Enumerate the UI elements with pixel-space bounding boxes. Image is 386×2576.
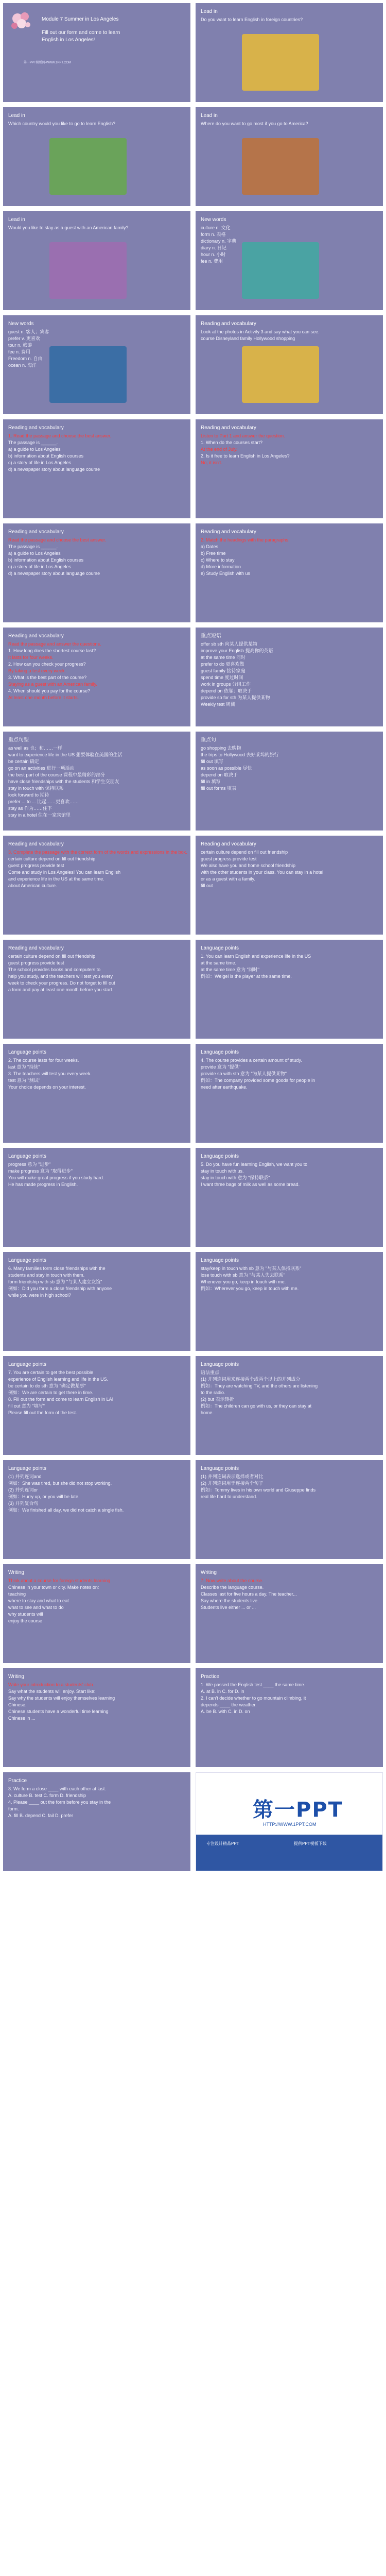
- slide-line: Say why the students will enjoy themselves learning: [8, 1696, 115, 1701]
- slide-photo: [242, 346, 319, 403]
- slide-line: hour n. 小时: [201, 252, 226, 257]
- slide-line: 4. Please ____ out the form before you stay in the: [8, 1800, 111, 1805]
- slide-photo: [49, 346, 127, 403]
- slide-line: Freedom n. 自由: [8, 356, 43, 361]
- slide-line: 例如：She was tired, but she did not stop working.: [8, 1481, 112, 1486]
- slide-title: Writing: [8, 1570, 24, 1575]
- slide-line: Your choice depends on your interest.: [8, 1084, 86, 1090]
- slide-line: Students live either ... or ...: [201, 1605, 256, 1610]
- slide-32[interactable]: [3, 1668, 190, 1767]
- logo-bar: [196, 1835, 382, 1871]
- slide-line: about American culture.: [8, 883, 57, 888]
- slide-line: Read the passage and choose the best answer.: [8, 537, 107, 543]
- slide-23[interactable]: [196, 1148, 383, 1247]
- slide-line: the best part of the course 课程中最精彩的部分: [8, 772, 106, 777]
- slide-title: Practice: [8, 1778, 27, 1784]
- slide-line: It lasts for four weeks.: [8, 655, 54, 660]
- slide-line: lose touch with sb 意为 "与某人失去联系": [201, 1273, 285, 1278]
- slide-photo: [242, 34, 319, 91]
- slide-line: form friendship with sb 意为 "与某人建立友谊": [8, 1279, 102, 1284]
- slide-11[interactable]: [196, 523, 383, 622]
- slide-line: as well as 也；和……一样: [8, 745, 63, 751]
- slide-title: Lead in: [8, 113, 25, 118]
- slide-line: He has made progress in English.: [8, 1182, 78, 1187]
- slide-line: to the radio.: [201, 1390, 225, 1395]
- slide-line: last 意为 "持续": [8, 1064, 40, 1070]
- slide-line: Chinese.: [8, 1702, 27, 1707]
- slide-line: 8. Fill out the form and come to learn English in LA!: [8, 1397, 114, 1402]
- slide-line: certain culture depend on fill out friendship: [8, 954, 96, 959]
- slide-title: 重点短语: [201, 633, 221, 639]
- slide-line: stay in touch with 意为 "保持联系": [201, 1175, 270, 1180]
- slide-line: (2) but 表示转折: [201, 1397, 234, 1402]
- slide-title: Reading and vocabulary: [8, 633, 64, 639]
- slide-line: (1) 并列连词and: [8, 1474, 42, 1479]
- slide-line: 例如：We are certain to get there in time.: [8, 1390, 93, 1395]
- slide-line: d) a newspaper story about language course: [8, 571, 100, 576]
- slide-title: Language points: [201, 1362, 239, 1367]
- slide-22[interactable]: [3, 1148, 190, 1247]
- slide-photo: [49, 242, 127, 299]
- slide-line: 2. How can you check your progress?: [8, 662, 86, 667]
- slide-line: At least one month before it starts.: [8, 695, 79, 700]
- slide-line: improve your English 提高你的英语: [201, 648, 273, 653]
- slide-line: A. at B. in C. for D. in: [201, 1689, 244, 1694]
- slide-line: fill out 意为 "填写": [8, 1403, 45, 1409]
- slide-line: Chinese students have a wonderful time learning: [8, 1709, 109, 1714]
- slide-line: A. culture B. test C. form D. friendship: [8, 1793, 86, 1798]
- slide-title: Lead in: [201, 113, 218, 118]
- slide-title: Reading and vocabulary: [201, 841, 256, 847]
- slide-line: 语法重点: [201, 1370, 220, 1375]
- slide-line: 例如：The children can go with us, or they can stay at: [201, 1403, 312, 1409]
- slide-18[interactable]: [3, 940, 190, 1039]
- slide-line: c) Where to stay: [201, 557, 235, 563]
- slide-title: Lead in: [201, 9, 218, 14]
- slide-photo: [242, 138, 319, 195]
- slide-line: Please fill out the form of the test.: [8, 1410, 77, 1415]
- slide-line: guest progress provide test: [8, 960, 64, 965]
- slide-line: 3. The teachers will test you every week.: [8, 1071, 92, 1076]
- slide-line: or as a guest with a family.: [201, 876, 255, 882]
- slide-line: need after earthquake.: [201, 1084, 248, 1090]
- slide-2[interactable]: [3, 107, 190, 206]
- slide-line: 7. Now write about the course.: [201, 1578, 264, 1583]
- slide-line: b) Free time: [201, 551, 226, 556]
- slide-6[interactable]: [3, 315, 190, 414]
- slide-line: guest n. 客人；宾客: [8, 329, 49, 334]
- slide-line: The school provides books and computers to: [8, 967, 101, 972]
- slide-line: make progress 意为 "取得进步": [8, 1168, 73, 1174]
- slide-24[interactable]: [3, 1252, 190, 1351]
- slide-line: fee n. 费用: [8, 349, 31, 354]
- slide-title: New words: [201, 217, 226, 223]
- slide-title: Reading and vocabulary: [8, 945, 64, 951]
- slide-line: offer sb sth 向某人提供某物: [201, 641, 257, 647]
- slide-line: a form and pay at least one month before you start.: [8, 987, 114, 992]
- slide-19[interactable]: [196, 940, 383, 1039]
- slide-line: d) a newspaper story about language course: [8, 467, 100, 472]
- slide-line: depend on 依靠；取决于: [201, 688, 252, 693]
- slide-line: Weekly test 周测: [201, 702, 235, 707]
- slide-line: fee n. 费用: [201, 259, 223, 264]
- slide-line: ocean n. 海洋: [8, 363, 37, 368]
- slide-25[interactable]: [196, 1252, 383, 1351]
- slide-title: Language points: [201, 945, 239, 951]
- slide-line: Say what the students will enjoy. Start like:: [8, 1689, 96, 1694]
- slide-20[interactable]: [3, 1044, 190, 1143]
- slide-line: You will make great progress if you study hard.: [8, 1175, 104, 1180]
- slide-title: Language points: [201, 1154, 239, 1159]
- slide-line: dictionary n. 字典: [201, 239, 237, 244]
- slide-line: 5. Do you have fun learning English, we want you to: [201, 1162, 308, 1167]
- slide-line: students and stay in touch with them.: [8, 1273, 85, 1278]
- slide-line: 1. Read the passage and choose the best answer.: [8, 433, 112, 438]
- slide-title: Reading and vocabulary: [8, 425, 64, 431]
- slide-line: where to stay and what to eat: [8, 1598, 69, 1603]
- slide-1[interactable]: [196, 3, 383, 102]
- slide-line: 例如：Weigel is the player at the same time.: [201, 974, 292, 979]
- slide-line: 1. You can learn English and experience life in the US: [201, 954, 311, 959]
- slide-line: while you were in high school?: [8, 1293, 72, 1298]
- slide-title: Writing: [201, 1570, 217, 1575]
- slide-7[interactable]: [196, 315, 383, 414]
- slide-line: go shopping 去购物: [201, 745, 241, 751]
- slide-line: The passage is ______.: [8, 544, 58, 549]
- slide-line: tour n. 旅游: [8, 343, 32, 348]
- slide-title: Reading and vocabulary: [201, 425, 256, 431]
- slide-line: stay in a hotel 住在一家宾馆里: [8, 812, 71, 818]
- slide-line: I want three bags of milk as well as some bread.: [201, 1182, 300, 1187]
- slide-line: at the same time.: [201, 960, 237, 965]
- slide-line: Chinese in your town or city. Make notes on:: [8, 1585, 99, 1590]
- slide-line: a) Dates: [201, 544, 219, 549]
- slide-line: Read the passage and answer the questions.: [8, 641, 101, 647]
- slide-title: 重点句: [201, 737, 216, 743]
- slide-line: a) a guide to Los Angeles: [8, 447, 61, 452]
- slide-13[interactable]: [196, 628, 383, 726]
- slide-line: 例如：Did you form a close friendship with anyone: [8, 1286, 112, 1291]
- slide-title: Language points: [8, 1258, 46, 1263]
- slide-line: Describe the language course.: [201, 1585, 264, 1590]
- slide-line: test 意为 "测试": [8, 1078, 40, 1083]
- slide-line: with the other students in your class. You can stay in a hotel: [201, 870, 324, 875]
- slide-line: 例如：Hurry up, or you will be late.: [8, 1494, 80, 1499]
- slide-line: 4. The course provides a certain amount of study.: [201, 1058, 302, 1063]
- slide-line: c) a story of life in Los Angeles: [8, 564, 72, 569]
- slide-line: Whenever you go, keep in touch with me.: [201, 1279, 286, 1284]
- slide-line: provide sb with sth 意为 "为某人提供某物": [201, 1071, 287, 1076]
- slide-12[interactable]: [3, 628, 190, 726]
- slide-line: Chinese in ...: [8, 1716, 36, 1721]
- slide-title: Writing: [8, 1674, 24, 1680]
- slide-9[interactable]: [196, 419, 383, 518]
- slide-photo: [242, 242, 319, 299]
- slide-line: go on an activities 进行一项活动: [8, 766, 75, 771]
- slide-33[interactable]: [196, 1668, 383, 1767]
- slide-line: course Disneyland family Hollywood shopping: [201, 336, 295, 341]
- slide-line: fill out: [201, 883, 213, 888]
- slide-line: diary n. 日记: [201, 245, 227, 250]
- slide-line: (2) 并列连词用于连接两个句子: [201, 1481, 264, 1486]
- slide-title: 重点句型: [8, 737, 29, 743]
- slide-line: 1. We passed the English test ____ the same time.: [201, 1682, 305, 1687]
- slide-line: teaching: [8, 1591, 26, 1597]
- slide-line: stay in touch with 保持联系: [8, 786, 64, 791]
- slide-line: provide sb for sth 为某人提供某物: [201, 695, 270, 700]
- slide-line: prefer ... to ... 比起……更喜欢……: [8, 799, 79, 804]
- slide-line: depends ____ the weather.: [201, 1702, 257, 1707]
- slide-30[interactable]: [3, 1564, 190, 1663]
- slide-line: 7. You are certain to get the best possible: [8, 1370, 94, 1375]
- slide-line: By taking a test every week.: [8, 668, 66, 673]
- slide-line: be certain 确定: [8, 759, 40, 764]
- slide-line: 例如：They are watching TV, and the others are listening: [201, 1383, 318, 1388]
- slide-line: as soon as possible 尽快: [201, 766, 252, 771]
- slide-line: depend on 取决于: [201, 772, 238, 777]
- slide-line: Write your introduction to a students' club.: [8, 1682, 95, 1687]
- slide-title: New words: [8, 321, 34, 327]
- slide-title: Reading and vocabulary: [201, 321, 256, 327]
- slide-title: Language points: [201, 1258, 239, 1263]
- slide-line: at the same time 同时: [201, 655, 246, 660]
- slide-line: Come and study in Los Angeles! You can learn English: [8, 870, 121, 875]
- logo-url[interactable]: HTTP://WWW.1PPT.COM: [263, 1822, 317, 1827]
- slide-line: work in groups 分组工作: [201, 682, 251, 687]
- slide-line: 2. The course lasts for four weeks.: [8, 1058, 79, 1063]
- slide-title: Reading and vocabulary: [8, 841, 64, 847]
- slide-line: help you study, and the teachers will test you every: [8, 974, 113, 979]
- slide-line: 例如：We finished all day, we did not catch a single fish.: [8, 1507, 124, 1513]
- slide-photo: [49, 138, 127, 195]
- slide-line: b) information about English courses: [8, 453, 84, 459]
- slide-line: form n. 表格: [201, 232, 226, 237]
- slide-line: stay in touch with us.: [201, 1168, 244, 1174]
- slide-line: The passage is ______.: [8, 440, 58, 445]
- slide-line: 2. Is it free to learn English in Los Angeles?: [201, 453, 290, 459]
- slide-line: fill in 填写: [201, 779, 221, 784]
- slide-3[interactable]: [196, 107, 383, 206]
- slide-title: Lead in: [8, 217, 25, 223]
- slide-line: Look at the photos in Activity 3 and say what you can see.: [201, 329, 320, 334]
- slide-line: week to check your progress. Do not forget to fill out: [8, 980, 115, 986]
- slide-line: why students will: [8, 1612, 43, 1617]
- slide-line: Staying as a guest with an American family.: [8, 682, 97, 687]
- flower-decoration: [7, 8, 38, 39]
- slide-line: home.: [201, 1410, 214, 1415]
- slide-line: A. be B. with C. in D. on: [201, 1709, 250, 1714]
- slide-line: fill out forms 填表: [201, 786, 237, 791]
- slide-16[interactable]: [3, 836, 190, 935]
- slide-21[interactable]: [196, 1044, 383, 1143]
- slide-line: 例如：The company provided some goods for people in: [201, 1078, 315, 1083]
- slide-line: certain culture depend on fill out friendship: [201, 850, 288, 855]
- slide-line: guest progress provide test: [8, 863, 64, 868]
- slide-5[interactable]: [196, 211, 383, 310]
- slide-line: fill out 填写: [201, 759, 224, 764]
- slide-line: Which country would you like to go to learn English?: [8, 121, 116, 126]
- logo-slide[interactable]: [196, 1772, 383, 1871]
- logo-line-2: 提供PPT模板下载: [294, 1841, 327, 1846]
- slide-line: 3. Complete the passage with the correct form of the words and expressions in the box.: [8, 850, 187, 855]
- slide-line: b) information about English courses: [8, 557, 84, 563]
- slide-line: (2) 并列连词or: [8, 1487, 38, 1493]
- slide-line: what to see and what to do: [8, 1605, 64, 1610]
- slide-14[interactable]: [3, 732, 190, 831]
- slide-line: No, it isn't.: [201, 460, 222, 465]
- logo-name: 第一PPT: [253, 1798, 343, 1822]
- slide-line: d) More information: [201, 564, 241, 569]
- slide-34[interactable]: [3, 1772, 190, 1871]
- slide-line: enjoy the course: [8, 1618, 43, 1623]
- slide-line: have close friendships with the students 和学生交朋友: [8, 779, 119, 784]
- slide-line: 2. I can't decide whether to go mountain climbing, it: [201, 1696, 306, 1701]
- slide-line: At the end of July.: [201, 447, 238, 452]
- slide-10[interactable]: [3, 523, 190, 622]
- slide-line: be certain to do sth 意为 "确定做某事": [8, 1383, 86, 1388]
- slide-line: 1. When do the courses start?: [201, 440, 263, 445]
- slide-line: We also have you and home school friendship: [201, 863, 295, 868]
- slide-title: Language points: [8, 1154, 46, 1159]
- slide-title: Language points: [8, 1362, 46, 1367]
- slide-line: Think about a course for foreign students learning: [8, 1578, 111, 1583]
- slide-line: Do you want to learn English in foreign countries?: [201, 17, 303, 22]
- slide-line: form.: [8, 1806, 19, 1811]
- slide-line: Listen to Part 1 and answer the question.: [201, 433, 285, 438]
- slide-line: certain culture depend on fill out friendship: [8, 856, 96, 861]
- slide-title: Reading and vocabulary: [8, 529, 64, 535]
- slide-title: Practice: [201, 1674, 220, 1680]
- slide-8[interactable]: [3, 419, 190, 518]
- slide-line: experience of English learning and life in the US.: [8, 1377, 109, 1382]
- slide-line: 4. When should you pay for the course?: [8, 688, 91, 693]
- slide-line: Say where the students live.: [201, 1598, 259, 1603]
- slide-29[interactable]: [196, 1460, 383, 1559]
- slide-4[interactable]: [3, 211, 190, 310]
- slide-line: 例如：Tommy lives in his own world and Giuseppe finds: [201, 1487, 316, 1493]
- slide-line: (3) 并列复合句: [8, 1501, 39, 1506]
- slide-line: guest family 接待家庭: [201, 668, 245, 673]
- slide-line: at the same time 意为 "同时": [201, 967, 259, 972]
- slide-line: prefer to do 更喜欢做: [201, 662, 244, 667]
- slide-line: c) a story of life in Los Angeles: [8, 460, 72, 465]
- slide-title: Language points: [8, 1466, 46, 1471]
- module-title: Module 7 Summer in Los Angeles: [42, 16, 119, 22]
- slide-line: progress 意为 "进步": [8, 1162, 51, 1167]
- title-slide[interactable]: [3, 3, 190, 102]
- slide-line: the trips to Hollywood 去好莱坞的旅行: [201, 752, 279, 757]
- logo-line-1: 专注设计精品PPT: [206, 1841, 239, 1846]
- slide-26[interactable]: [3, 1356, 190, 1455]
- slide-line: prefer v. 更喜欢: [8, 336, 40, 341]
- slide-28[interactable]: [3, 1460, 190, 1559]
- slide-line: 例如：Wherever you go, keep in touch with me.: [201, 1286, 299, 1291]
- slide-line: stay/keep in touch with sb 意为 "与某人保持联系": [201, 1266, 302, 1271]
- slide-line: Where do you want to go most if you go to America?: [201, 121, 308, 126]
- slide-line: want to experience life in the US 想要体验在美国的生活: [8, 752, 122, 757]
- slide-line: 2. Match the headings with the paragraphs.: [201, 537, 290, 543]
- unit-title-2: English in Los Angeles!: [42, 37, 95, 43]
- slide-line: guest progress provide test: [201, 856, 257, 861]
- slide-title: Language points: [201, 1049, 239, 1055]
- slide-line: 3. We form a close ____ with each other at last.: [8, 1786, 106, 1791]
- slide-line: (1) 并列连词表示选择或者对比: [201, 1474, 264, 1479]
- slide-line: culture n. 文化: [201, 225, 231, 230]
- slide-line: 6. Many families form close friendships with the: [8, 1266, 106, 1271]
- slide-line: spend time 度过时间: [201, 675, 243, 680]
- unit-title: Fill out our form and come to learn: [42, 30, 120, 36]
- slide-17[interactable]: [196, 836, 383, 935]
- slide-line: a) a guide to Los Angeles: [8, 551, 61, 556]
- slide-31[interactable]: [196, 1564, 383, 1663]
- slide-line: Would you like to stay as a guest with an American family?: [8, 225, 129, 230]
- slide-line: stay as 作为……住下: [8, 806, 52, 811]
- slide-line: real life hard to understand.: [201, 1494, 257, 1499]
- slide-line: 1. How long does the shortest course last?: [8, 648, 96, 653]
- slide-27[interactable]: [196, 1356, 383, 1455]
- slide-title: Reading and vocabulary: [201, 529, 256, 535]
- slide-line: look forward to 期待: [8, 792, 49, 798]
- slide-line: e) Study English with us: [201, 571, 251, 576]
- slide-line: and experience life in the US at the same time.: [8, 876, 104, 882]
- slide-title: Language points: [201, 1466, 239, 1471]
- slide-line: 3. What is the best part of the course?: [8, 675, 87, 680]
- slide-line: A. fill B. depend C. fail D. prefer: [8, 1813, 74, 1818]
- slide-15[interactable]: [196, 732, 383, 831]
- slide-title: Language points: [8, 1049, 46, 1055]
- slide-line: (1) 并列连词用来连接两个或两个以上的并列成分: [201, 1377, 301, 1382]
- title-footer: 第一PPT模板网-WWW.1PPT.COM: [24, 61, 71, 64]
- slide-line: provide 意为 "提供": [201, 1064, 240, 1070]
- slide-line: Classes last for five hours a day. The teacher...: [201, 1591, 297, 1597]
